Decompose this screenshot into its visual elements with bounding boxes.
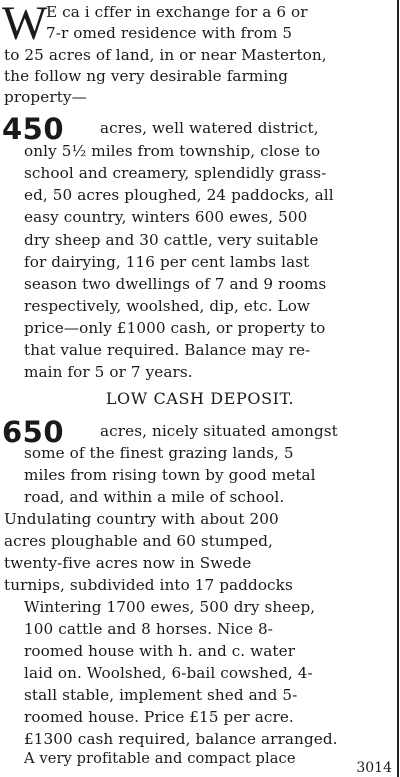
intro-line: 7-r omed residence with from 5 xyxy=(46,24,293,42)
listing-line: easy country, winters 600 ewes, 500 xyxy=(24,208,308,226)
listing-line: acres, well watered district, xyxy=(100,119,319,137)
listing-line: respectively, woolshed, dip, etc. Low xyxy=(24,297,311,315)
listing-line: that value required. Balance may re- xyxy=(24,341,311,359)
listing-line: road, and within a mile of school. xyxy=(24,488,285,506)
listing-line: acres, nicely situated amongst xyxy=(100,422,338,440)
listing-line: laid on. Woolshed, 6-bail cowshed, 4- xyxy=(24,664,313,682)
listing-line: main for 5 or 7 years. xyxy=(24,363,193,381)
listing-line: price—only £1000 cash, or property to xyxy=(24,319,326,337)
listing-line: only 5½ miles from township, close to xyxy=(24,142,321,160)
listing-line: £1300 cash required, balance arranged. xyxy=(24,730,338,748)
listing-line: season two dwellings of 7 and 9 rooms xyxy=(24,275,327,293)
listing-line: turnips, subdivided into 17 paddocks xyxy=(4,576,293,594)
listing-line: twenty-five acres now in Swede xyxy=(4,554,252,572)
listing-line: dry sheep and 30 cattle, very suitable xyxy=(24,231,319,249)
listing-line: roomed house. Price £15 per acre. xyxy=(24,708,294,726)
listing-line: Undulating country with about 200 xyxy=(4,510,279,528)
listing-line: roomed house with h. and c. water xyxy=(24,642,296,660)
listing-line: acres ploughable and 60 stumped, xyxy=(4,532,273,550)
listing-line: school and creamery, splendidly grass- xyxy=(24,164,327,182)
listing-line: some of the finest grazing lands, 5 xyxy=(24,444,294,462)
acreage-number: 450 xyxy=(2,112,65,146)
intro-line: the follow ng very desirable farming xyxy=(4,67,289,85)
drop-cap: W xyxy=(2,0,48,50)
intro-line: E ca i cffer in exchange for a 6 or xyxy=(46,3,308,21)
section-heading: LOW CASH DEPOSIT. xyxy=(105,389,295,408)
intro-line: to 25 acres of land, in or near Masterton, xyxy=(4,46,327,64)
listing-line: stall stable, implement shed and 5- xyxy=(24,686,298,704)
listing-line: Wintering 1700 ewes, 500 dry sheep, xyxy=(24,598,316,616)
listing-line: ed, 50 acres ploughed, 24 paddocks, all xyxy=(24,186,334,204)
listing-line: A very profitable and compact place xyxy=(24,750,296,767)
reference-number: 3014 xyxy=(356,760,392,776)
listing-line: miles from rising town by good metal xyxy=(24,466,316,484)
acreage-number: 650 xyxy=(2,415,65,449)
listing-line: 100 cattle and 8 horses. Nice 8- xyxy=(24,620,274,638)
intro-line: property— xyxy=(4,88,87,106)
listing-line: for dairying, 116 per cent lambs last xyxy=(24,253,310,271)
